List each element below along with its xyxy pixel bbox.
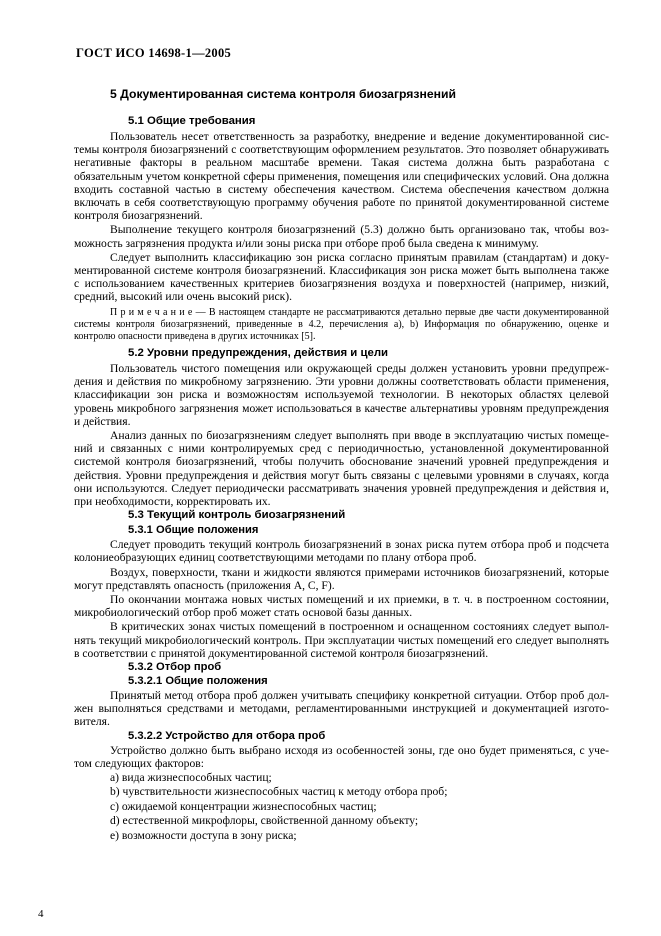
- body-paragraph: Следует выполнить классификацию зон риска согласно принятым правилам (стандартам) и документированной системе контроля биозагрязнений. Классификация зон риска может быть выполнена также с использованием качественных критериев биозагрязнения воздуха и поверхностей (например, низкий, средний, высокий или очень высокий риск).: [74, 250, 609, 304]
- body-paragraph: Воздух, поверхности, ткани и жидкости являются примерами источников биозагрязнений, которые могут представлять опасность (приложения А, С, F).: [74, 565, 609, 592]
- body-paragraph: Пользователь чистого помещения или окружающей среды должен установить уровни предупреждения и действия по микробному загрязнению. Эти уровни должны соответствовать области применения, классификации зон риска и возможностям используемой технологии. В некоторых областях целевой уровень микробного загрязнения может использоваться в качестве альтернативы уровням предупреждения и действия.: [74, 361, 609, 428]
- section-heading-1: 5 Документированная система контроля биозагрязнений: [110, 87, 456, 101]
- body-paragraph: Выполнение текущего контроля биозагрязнений (5.3) должно быть организовано так, чтобы возможность загрязнения продукта и/или зоны риска при отборе проб была сведена к минимуму.: [74, 223, 609, 250]
- body-paragraph: Пользователь несет ответственность за разработку, внедрение и ведение документированной системы контроля биозагрязнений с соответствующим оформлением результатов. Это позволяет обнаруживать негативные факторы в реальном масштабе времени. Такая система должна быть разработана с обязательным учетом конкретной сферы применения, помещения или специфических условий. Она должна входить составной частью в систему обеспечения качеством. Система обеспечения качеством должна включать в себя соответствующую программу обучения работе по принятой документированной системе контроля биозагрязнений.: [74, 130, 609, 223]
- body-paragraph: Следует проводить текущий контроль биозагрязнений в зонах риска путем отбора проб и подсчета колониеобразующих единиц соответствующими методами по плану отбора проб.: [74, 538, 609, 565]
- list-item: d) естественной микрофлоры, свойственной данному объекту;: [110, 814, 419, 828]
- body-paragraph: Устройство должно быть выбрано исходя из особенностей зоны, где оно будет применяться, с учетом следующих факторов:: [74, 743, 609, 770]
- section-heading-2: 5.1 Общие требования: [128, 115, 256, 127]
- note-paragraph: П р и м е ч а н и е — В настоящем стандарте не рассматриваются детально первые две части документированной системы контроля биозагрязнений, приведенные в 4.2, перечисления а), b) Информация по обнаружению, оценке и контролю опасности приведена в других источниках [5].: [74, 306, 609, 342]
- page-header: ГОСТ ИСО 14698-1—2005: [76, 46, 232, 60]
- list-item: e) возможности доступа в зону риска;: [110, 828, 297, 842]
- list-item: c) ожидаемой концентрации жизнеспособных частиц;: [110, 799, 377, 813]
- section-heading-3: 5.3.2 Отбор проб: [128, 660, 222, 673]
- section-heading-2: 5.2 Уровни предупреждения, действия и цели: [128, 346, 389, 359]
- document-body: [74, 87, 609, 842]
- body-paragraph: Анализ данных по биозагрязнениям следует выполнять при вводе в эксплуатацию чистых помещений и связанных с ними контролируемых сред с периодичностью, установленной документированной системой контроля биозагрязнений, чтобы получить обоснование значений уровней предупреждения и действия. Уровни предупреждения и действия могут быть связаны с целевыми уровнями в случаях, когда они используются. Следует периодически рассматривать значения уровней предупреждения и действия и, при необходимости, корректировать их.: [74, 428, 609, 508]
- page-number: 4: [38, 908, 44, 920]
- list-item: а) вида жизнеспособных частиц;: [110, 771, 272, 784]
- body-paragraph: В критических зонах чистых помещений в построенном и оснащенном состояниях следует выполнять текущий микробиологический контроль. При эксплуатации чистых помещений его следует выполнять в соответствии с принятой документированной системой контроля биозагрязнений.: [74, 620, 609, 660]
- section-heading-4: 5.3.2.1 Общие положения: [128, 674, 268, 687]
- body-paragraph: Принятый метод отбора проб должен учитывать специфику конкретной ситуации. Отбор проб должен выполняться средствами и методами, регламентированными инструкцией и документацией изготовителя.: [74, 688, 609, 729]
- body-paragraph: По окончании монтажа новых чистых помещений и их приемки, в т. ч. в построенном состоянии, микробиологический отбор проб может стать основой базы данных.: [74, 592, 609, 620]
- list-item: b) чувствительности жизнеспособных частиц к методу отбора проб;: [110, 785, 448, 799]
- section-heading-4: 5.3.2.2 Устройство для отбора проб: [128, 729, 326, 742]
- section-heading-3: 5.3.1 Общие положения: [128, 524, 259, 537]
- section-heading-2: 5.3 Текущий контроль биозагрязнений: [128, 509, 346, 522]
